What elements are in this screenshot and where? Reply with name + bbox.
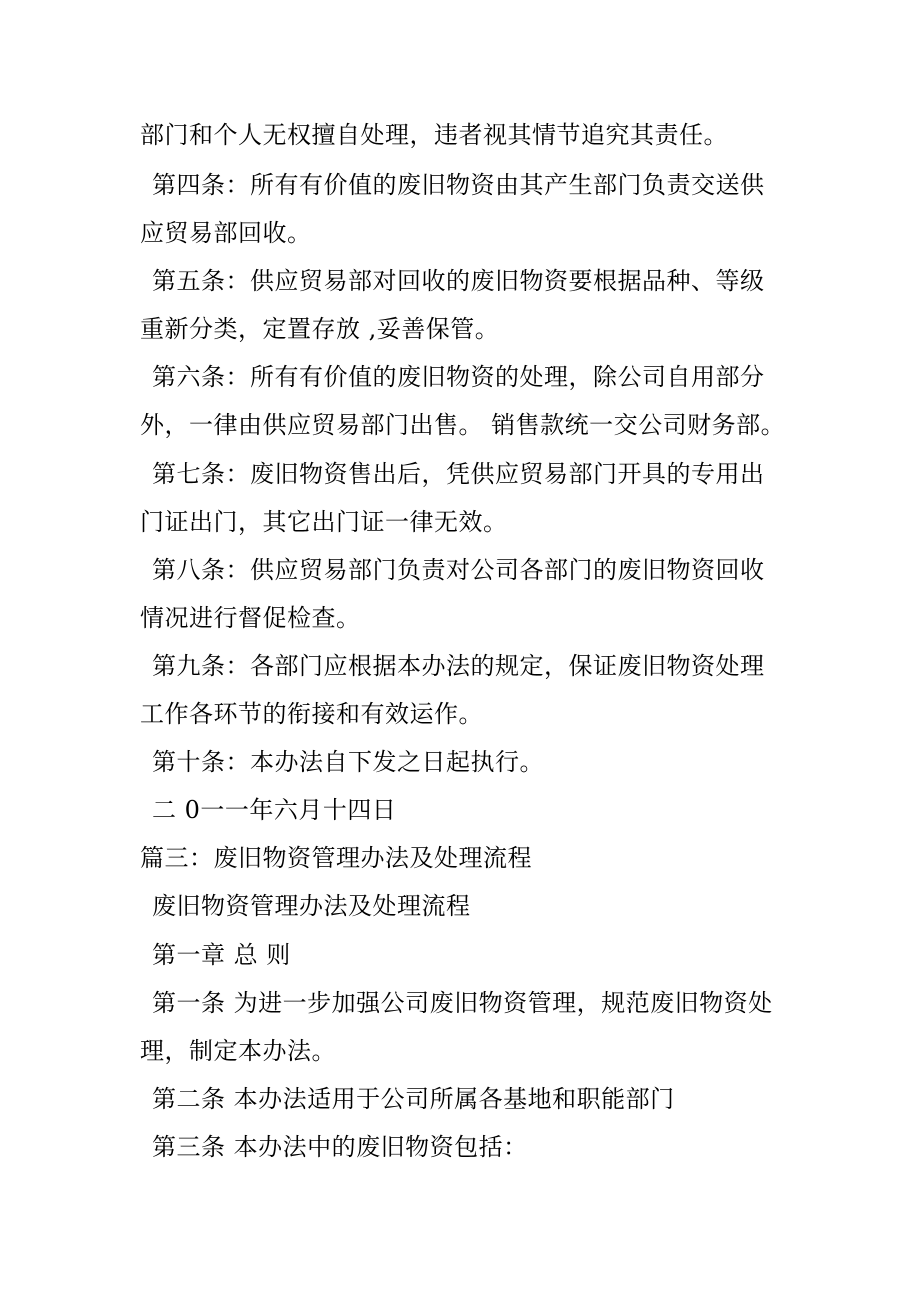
article-6-line-1: 第六条：所有有价值的废旧物资的处理，除公司自用部分 bbox=[152, 363, 765, 391]
section-heading: 篇三：废旧物资管理办法及处理流程 bbox=[140, 844, 532, 872]
article-5-line-2: 重新分类，定置存放 ,妥善保管。 bbox=[140, 315, 500, 343]
date-line: 二 0一一年六月十四日 bbox=[152, 796, 397, 824]
article-9-line-2: 工作各环节的衔接和有效运作。 bbox=[140, 700, 483, 728]
article-10-line: 第十条：本办法自下发之日起执行。 bbox=[152, 748, 544, 776]
text-line: 部门和个人无权擅自处理，违者视其情节追究其责任。 bbox=[140, 121, 728, 149]
article-2-line: 第二条 本办法适用于公司所属各基地和职能部门 bbox=[152, 1085, 675, 1113]
article-6-line-2: 外，一律由供应贸易部门出售。 销售款统一交公司财务部。 bbox=[140, 411, 786, 439]
article-9-line-1: 第九条：各部门应根据本办法的规定，保证废旧物资处理 bbox=[152, 652, 765, 680]
document-title: 废旧物资管理办法及处理流程 bbox=[152, 892, 471, 920]
article-4-line-2: 应贸易部回收。 bbox=[140, 219, 312, 247]
article-7-line-2: 门证出门，其它出门证一律无效。 bbox=[140, 508, 508, 536]
article-3-line: 第三条 本办法中的废旧物资包括： bbox=[152, 1133, 528, 1161]
chapter-heading: 第一章 总 则 bbox=[152, 941, 291, 969]
article-7-line-1: 第七条：废旧物资售出后，凭供应贸易部门开具的专用出 bbox=[152, 460, 765, 488]
article-1-line-2: 理，制定本办法。 bbox=[140, 1037, 336, 1065]
article-4-line-1: 第四条：所有有价值的废旧物资由其产生部门负责交送供 bbox=[152, 171, 765, 199]
article-8-line-2: 情况进行督促检查。 bbox=[140, 604, 361, 632]
article-1-line-1: 第一条 为进一步加强公司废旧物资管理，规范废旧物资处 bbox=[152, 989, 773, 1017]
article-8-line-1: 第八条：供应贸易部门负责对公司各部门的废旧物资回收 bbox=[152, 556, 765, 584]
article-5-line-1: 第五条：供应贸易部对回收的废旧物资要根据品种、等级 bbox=[152, 267, 765, 295]
